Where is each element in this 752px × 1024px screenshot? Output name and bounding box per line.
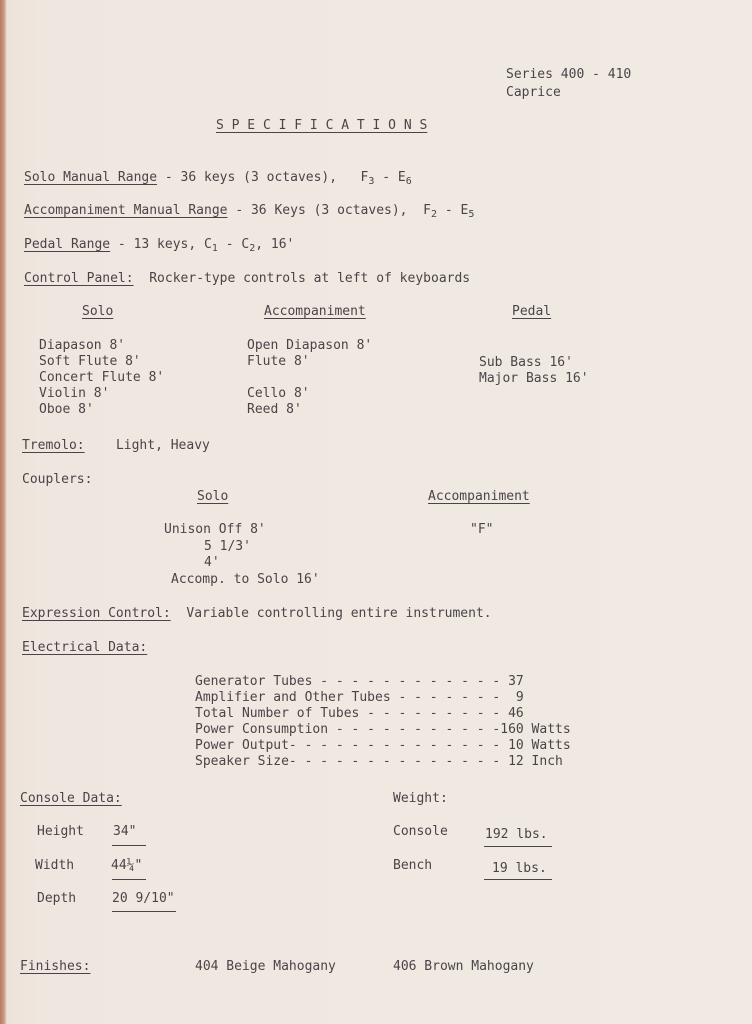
expression-control (22, 606, 492, 622)
couplers-solo-heading: Solo (197, 489, 229, 504)
pedal-range-sub2: 2 (249, 243, 256, 254)
console-data-label: Console Data: (20, 791, 122, 806)
solo-stop: Concert Flute 8' (39, 370, 165, 385)
finish-option: 404 Beige Mahogany (195, 959, 336, 974)
electrical-row: Generator Tubes - - - - - - - - - - - - 37 (195, 674, 524, 689)
electrical-row: Speaker Size- - - - - - - - - - - - - - 12 Inch (195, 754, 563, 769)
pedal-stop-list (479, 355, 589, 387)
solo-stop: Soft Flute 8' (39, 354, 141, 369)
height-value: 34" (113, 824, 137, 839)
pedal-range (24, 237, 294, 257)
acc-stop: Flute 8' (247, 354, 310, 369)
acc-range-mid: - E (437, 203, 469, 218)
acc-range-text: - 36 Keys (3 octaves), F (227, 203, 431, 218)
depth-value: 20 9/10" (112, 891, 175, 906)
acc-stop-gap (247, 370, 372, 386)
document-title: S P E C I F I C A T I O N S (216, 118, 428, 133)
console-weight-underline (484, 846, 552, 847)
depth-underline (112, 911, 176, 912)
pedal-column-heading: Pedal (512, 304, 552, 319)
electrical-label: Electrical Data: (22, 640, 148, 655)
bench-weight-label: Bench (393, 858, 433, 873)
height-underline (112, 845, 146, 846)
model-name: Caprice (506, 85, 561, 100)
width-underline (112, 879, 146, 880)
solo-manual-range (24, 170, 412, 190)
width-label: Width (35, 858, 75, 873)
expression-text: Variable controlling entire instrument. (170, 606, 492, 621)
control-panel (24, 271, 470, 287)
finish-option: 406 Brown Mahogany (393, 959, 534, 974)
pedal-range-text: - 13 keys, C (110, 237, 212, 252)
bench-weight-underline (484, 879, 552, 880)
finishes-label: Finishes: (20, 959, 91, 974)
solo-stop: Diapason 8' (39, 338, 126, 353)
coupler-item: Accomp. to Solo 16' (171, 572, 320, 587)
coupler-acc-item: "F" (470, 522, 494, 537)
acc-manual-range (24, 203, 474, 223)
weight-label: Weight: (393, 791, 448, 806)
pedal-stop: Sub Bass 16' (479, 355, 573, 370)
console-weight-label: Console (393, 824, 448, 839)
couplers-label: Couplers: (22, 472, 93, 487)
solo-range-sub1: 3 (368, 176, 375, 187)
acc-stop-list (247, 338, 372, 418)
electrical-row: Power Consumption - - - - - - - - - - -160 Watts (195, 722, 571, 737)
pedal-range-sub1: 1 (211, 243, 218, 254)
acc-range-sub2: 5 (468, 209, 475, 220)
control-panel-label: Control Panel: (24, 271, 134, 286)
pedal-range-tail: , 16' (255, 237, 295, 252)
expression-label: Expression Control: (22, 606, 171, 621)
electrical-row: Total Number of Tubes - - - - - - - - - 46 (195, 706, 524, 721)
depth-label: Depth (37, 891, 77, 906)
acc-stop: Open Diapason 8' (247, 338, 373, 353)
coupler-item: 5 1/3' (204, 539, 251, 554)
tremolo (22, 438, 210, 454)
solo-range-text: - 36 keys (3 octaves), F (157, 170, 369, 185)
coupler-item: Unison Off 8' (164, 522, 266, 537)
pedal-range-label: Pedal Range (24, 237, 111, 252)
tremolo-text: Light, Heavy (115, 438, 210, 453)
solo-range-label: Solo Manual Range (24, 170, 158, 185)
couplers-acc-heading: Accompaniment (428, 489, 530, 504)
pedal-range-mid: - C (217, 237, 250, 252)
pedal-stop: Major Bass 16' (479, 371, 589, 386)
width-value: 44¼" (111, 858, 143, 873)
electrical-row: Amplifier and Other Tubes - - - - - - - 9 (195, 690, 524, 705)
acc-range-label: Accompaniment Manual Range (24, 203, 228, 218)
console-weight-value: 192 lbs. (485, 827, 548, 842)
electrical-table (195, 674, 571, 770)
acc-stop: Reed 8' (247, 402, 302, 417)
solo-range-mid: - E (374, 170, 406, 185)
acc-column-heading: Accompaniment (264, 304, 366, 319)
height-label: Height (37, 824, 84, 839)
bench-weight-value: 19 lbs. (492, 861, 547, 876)
solo-range-sub2: 6 (405, 176, 412, 187)
solo-stop: Oboe 8' (39, 402, 94, 417)
coupler-item: 4' (204, 555, 220, 570)
series-number: Series 400 - 410 (506, 67, 632, 82)
solo-stop: Violin 8' (39, 386, 110, 401)
control-panel-text: Rocker-type controls at left of keyboards (133, 271, 471, 286)
tremolo-label: Tremolo: (22, 438, 85, 453)
acc-range-sub1: 2 (431, 209, 438, 220)
solo-stop-list (39, 338, 164, 418)
solo-column-heading: Solo (82, 304, 114, 319)
electrical-row: Power Output- - - - - - - - - - - - - - 10 Watts (195, 738, 571, 753)
acc-stop: Cello 8' (247, 386, 310, 401)
